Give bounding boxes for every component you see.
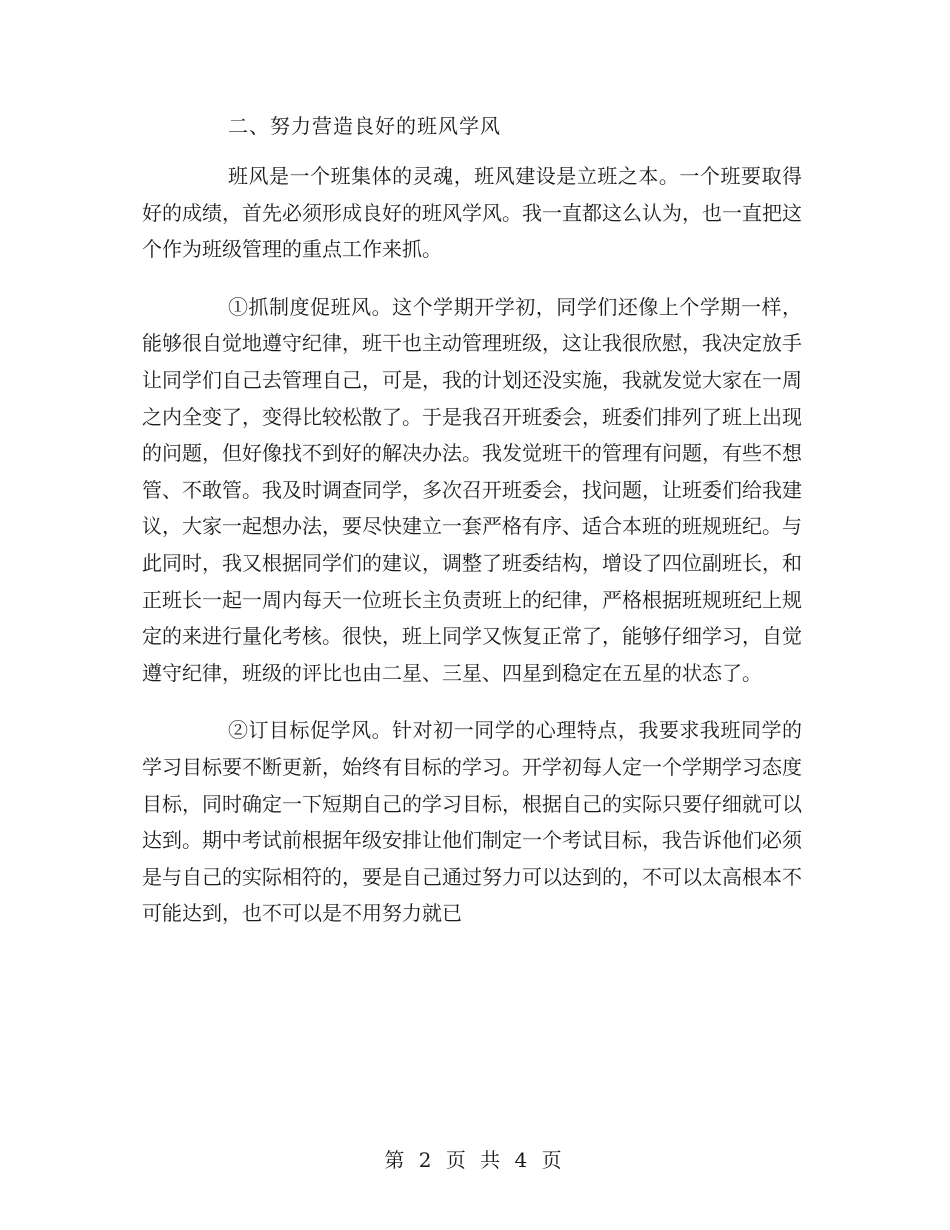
page-number-footer: 第 2 页 共 4 页	[384, 1148, 566, 1172]
document-body	[142, 103, 802, 953]
paragraph-intro: 班风是一个班集体的灵魂，班风建设是立班之本。一个班要取得好的成绩，首先必须形成良好的班风学风。我一直都这么认为，也一直把这个作为班级管理的重点工作来抓。	[142, 164, 802, 262]
paragraph-study-goals: ②订目标促学风。针对初一同学的心理特点，我要求我班同学的学习目标要不断更新，始终有目标的学习。开学初每人定一个学期学习态度目标，同时确定一下短期自己的学习目标，根据自己的实际只要仔细就可以达到。期中考试前根据年级安排让他们制定一个考试目标，我告诉他们必须是与自己的实际相符的，要是自己通过努力可以达到的，不可以太高根本不可能达到，也不可以是不用努力就已	[142, 718, 802, 926]
paragraph-class-discipline: ①抓制度促班风。这个学期开学初，同学们还像上个学期一样，能够很自觉地遵守纪律，班干也主动管理班级，这让我很欣慰，我决定放手让同学们自己去管理自己，可是，我的计划还没实施，我就发觉大家在一周之内全变了，变得比较松散了。于是我召开班委会，班委们排列了班上出现的问题，但好像找不到好的解决办法。我发觉班干的管理有问题，有些不想管、不敢管。我及时调查同学，多次召开班委会，找问题，让班委们给我建议，大家一起想办法，要尽快建立一套严格有序、适合本班的班规班纪。与此同时，我又根据同学们的建议，调整了班委结构，增设了四位副班长，和正班长一起一周内每天一位班长主负责班上的纪律，严格根据班规班纪上规定的来进行量化考核。很快，班上同学又恢复正常了，能够仔细学习，自觉遵守纪律，班级的评比也由二星、三星、四星到稳定在五星的状态了。	[142, 294, 802, 685]
section-heading: 二、努力营造良好的班风学风	[228, 114, 501, 138]
